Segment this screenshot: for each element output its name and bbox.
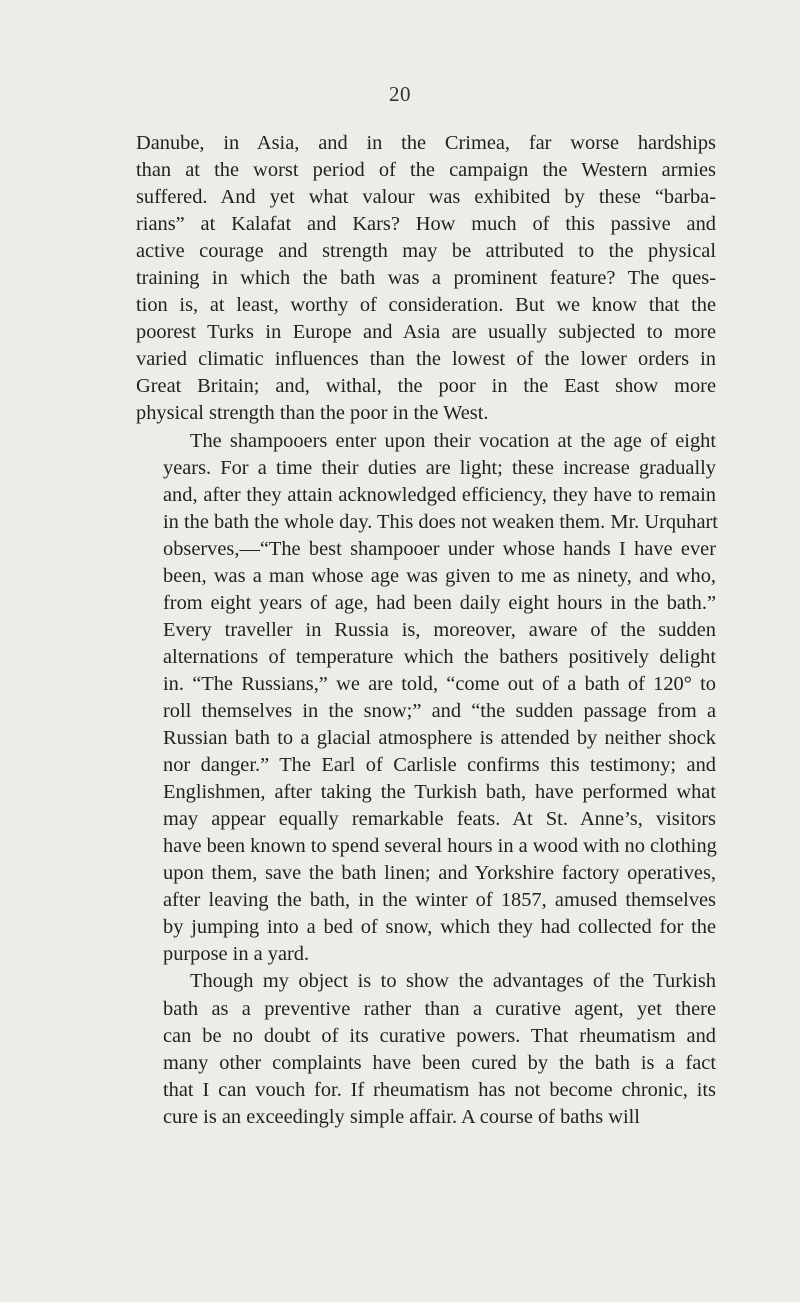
text-line: by jumping into a bed of snow, which they had collected for the bbox=[163, 916, 716, 939]
text-line: observes,—“The best shampooer under whose hands I have ever bbox=[163, 537, 716, 560]
text-line: many other complaints have been cured by the bath is a fact bbox=[163, 1051, 716, 1074]
text-line: in. “The Russians,” we are told, “come out of a bath of 120° to bbox=[163, 672, 716, 695]
text-line: Englishmen, after taking the Turkish bath, have performed what bbox=[163, 781, 716, 804]
page-number: 20 bbox=[389, 82, 411, 106]
text-line: and, after they attain acknowledged efficiency, they have to remain bbox=[163, 483, 716, 506]
text-line: cure is an exceedingly simple affair. A course of baths will bbox=[163, 1105, 640, 1128]
text-line: upon them, save the bath linen; and Yorkshire factory operatives, bbox=[163, 862, 716, 885]
text-line: have been known to spend several hours in a wood with no clothing bbox=[163, 835, 717, 858]
paragraph bbox=[136, 130, 716, 428]
text-line: active courage and strength may be attributed to the physical bbox=[136, 240, 716, 263]
text-line: varied climatic influences than the lowest of the lower orders in bbox=[136, 348, 716, 371]
text-line: Great Britain; and, withal, the poor in the East show more bbox=[136, 375, 716, 398]
text-line: Russian bath to a glacial atmosphere is attended by neither shock bbox=[163, 727, 716, 750]
text-line: roll themselves in the snow;” and “the sudden passage from a bbox=[163, 699, 716, 722]
paragraph bbox=[136, 968, 716, 1130]
text-line: from eight years of age, had been daily eight hours in the bath.” bbox=[163, 591, 716, 614]
text-line: in the bath the whole day. This does not weaken them. Mr. Urquhart bbox=[163, 510, 718, 533]
text-line: after leaving the bath, in the winter of 1857, amused themselves bbox=[163, 889, 716, 912]
text-line: nor danger.” The Earl of Carlisle confirms this testimony; and bbox=[163, 754, 716, 777]
text-line: suffered. And yet what valour was exhibited by these “barba- bbox=[136, 186, 716, 209]
text-line: purpose in a yard. bbox=[163, 943, 310, 966]
text-line: Though my object is to show the advantages of the Turkish bbox=[190, 970, 716, 993]
text-line: Every traveller in Russia is, moreover, aware of the sudden bbox=[163, 618, 716, 641]
text-line: years. For a time their duties are light; these increase gradually bbox=[163, 456, 716, 479]
text-line: been, was a man whose age was given to me as ninety, and who, bbox=[163, 564, 716, 587]
text-line: rians” at Kalafat and Kars? How much of this passive and bbox=[136, 213, 716, 236]
text-line: tion is, at least, worthy of consideration. But we know that the bbox=[136, 294, 716, 317]
text-line: poorest Turks in Europe and Asia are usually subjected to more bbox=[136, 321, 716, 344]
text-line: alternations of temperature which the bathers positively delight bbox=[163, 645, 716, 668]
text-line: training in which the bath was a prominent feature? The ques- bbox=[136, 267, 716, 290]
text-line: may appear equally remarkable feats. At St. Anne’s, visitors bbox=[163, 808, 716, 831]
text-line: The shampooers enter upon their vocation at the age of eight bbox=[190, 429, 716, 452]
paragraph bbox=[136, 428, 716, 969]
text-line: physical strength than the poor in the West. bbox=[136, 402, 489, 425]
text-line: bath as a preventive rather than a curative agent, yet there bbox=[163, 997, 716, 1020]
text-line: can be no doubt of its curative powers. That rheumatism and bbox=[163, 1024, 716, 1047]
text-line: Danube, in Asia, and in the Crimea, far worse hardships bbox=[136, 132, 716, 154]
body-text bbox=[136, 130, 716, 1131]
text-line: that I can vouch for. If rheumatism has not become chronic, its bbox=[163, 1078, 716, 1101]
text-line: than at the worst period of the campaign the Western armies bbox=[136, 159, 716, 182]
